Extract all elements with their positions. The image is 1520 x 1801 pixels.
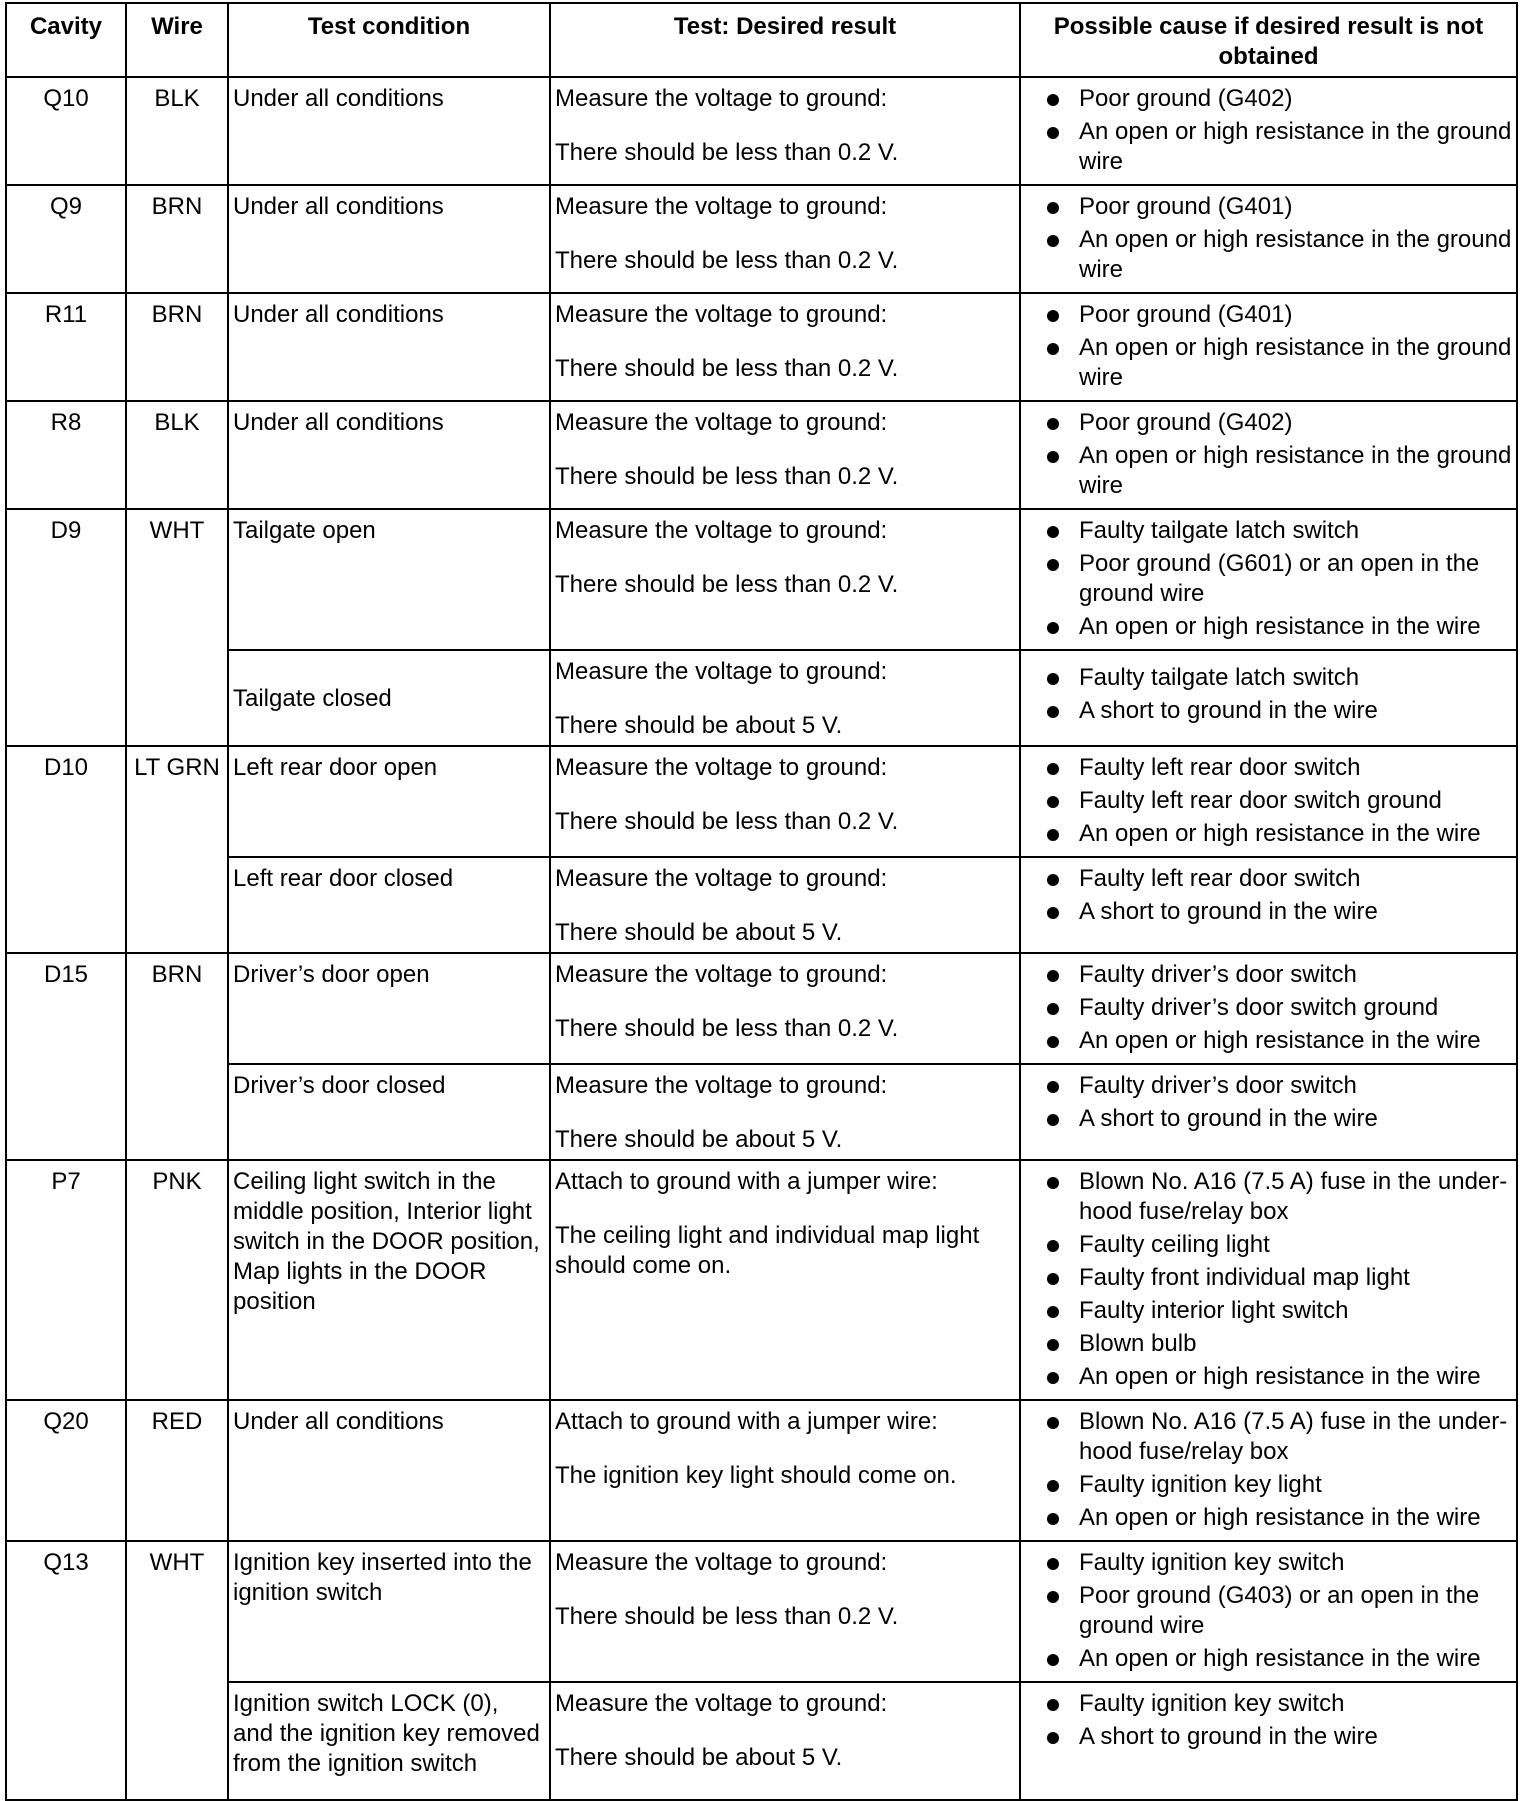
test-condition-cell: Tailgate open [228,509,550,650]
table-row [6,1400,1517,1541]
cause-list-item: A short to ground in the wire [1045,897,1512,927]
cause-list [1025,408,1512,501]
cause-list-item: Faulty left rear door switch [1045,864,1512,894]
cause-list [1025,864,1512,927]
table-row [6,509,1517,650]
possible-cause-cell [1020,1160,1517,1400]
wire-cell: BRN [126,953,228,1160]
test-condition-cell: Under all conditions [228,185,550,293]
table-row [6,746,1517,857]
table-header-row [6,3,1517,77]
cause-list [1025,960,1512,1056]
possible-cause-cell [1020,77,1517,185]
table-row [6,293,1517,401]
cause-list [1025,1689,1512,1752]
desired-result-cell [550,401,1020,509]
header-desired-result: Test: Desired result [550,3,1020,77]
possible-cause-cell [1020,185,1517,293]
result-instruction: Measure the voltage to ground: [555,961,888,988]
wire-cell: BRN [126,185,228,293]
possible-cause-cell [1020,857,1517,953]
table-row [6,1064,1517,1160]
result-expectation: There should be less than 0.2 V. [555,463,899,490]
cause-list-item: Faulty tailgate latch switch [1045,516,1512,546]
result-instruction: Measure the voltage to ground: [555,193,888,220]
table-row [6,185,1517,293]
test-condition-cell: Left rear door closed [228,857,550,953]
desired-result-cell [550,1400,1020,1541]
test-condition-cell: Under all conditions [228,1400,550,1541]
result-expectation: There should be about 5 V. [555,1744,843,1771]
desired-result-cell [550,1541,1020,1682]
desired-result-cell [550,509,1020,650]
cause-list-item: An open or high resistance in the wire [1045,1503,1512,1533]
cause-list-item: Blown bulb [1045,1329,1512,1359]
table-row [6,401,1517,509]
cause-list-item: An open or high resistance in the wire [1045,819,1512,849]
test-condition-cell: Ceiling light switch in the middle position, Interior light switch in the DOOR position, Map lights in the DOOR position [228,1160,550,1400]
possible-cause-cell [1020,953,1517,1064]
test-condition-cell: Ignition key inserted into the ignition switch [228,1541,550,1682]
possible-cause-cell [1020,746,1517,857]
cavity-cell: R8 [6,401,126,509]
cause-list [1025,84,1512,177]
header-wire: Wire [126,3,228,77]
cause-list-item: An open or high resistance in the ground wire [1045,441,1512,501]
cause-list-item: An open or high resistance in the ground wire [1045,225,1512,285]
table-row [6,953,1517,1064]
desired-result-cell [550,857,1020,953]
cause-list-item: An open or high resistance in the wire [1045,1644,1512,1674]
test-condition-cell: Driver’s door closed [228,1064,550,1160]
cavity-cell: Q10 [6,77,126,185]
desired-result-cell [550,650,1020,746]
desired-result-cell [550,293,1020,401]
desired-result-cell [550,746,1020,857]
result-instruction: Measure the voltage to ground: [555,301,888,328]
table-body [6,77,1517,1800]
test-condition-cell: Under all conditions [228,77,550,185]
result-expectation: There should be less than 0.2 V. [555,355,899,382]
result-instruction: Measure the voltage to ground: [555,658,888,685]
cause-list [1025,192,1512,285]
test-condition-cell: Left rear door open [228,746,550,857]
desired-result-cell [550,1064,1020,1160]
wire-cell: PNK [126,1160,228,1400]
desired-result-cell [550,1160,1020,1400]
result-expectation: There should be about 5 V. [555,919,843,946]
possible-cause-cell [1020,1064,1517,1160]
cause-list-item: An open or high resistance in the wire [1045,1362,1512,1392]
result-instruction: Measure the voltage to ground: [555,409,888,436]
header-possible-cause: Possible cause if desired result is not obtained [1020,3,1517,77]
possible-cause-cell [1020,1682,1517,1800]
result-expectation: There should be less than 0.2 V. [555,139,899,166]
result-expectation: There should be about 5 V. [555,712,843,739]
cause-list-item: Faulty driver’s door switch ground [1045,993,1512,1023]
cause-list-item: An open or high resistance in the ground wire [1045,117,1512,177]
result-instruction: Measure the voltage to ground: [555,754,888,781]
result-instruction: Measure the voltage to ground: [555,85,888,112]
cavity-cell: P7 [6,1160,126,1400]
cavity-cell: D9 [6,509,126,746]
wire-cell: WHT [126,509,228,746]
possible-cause-cell [1020,509,1517,650]
possible-cause-cell [1020,1400,1517,1541]
result-instruction: Measure the voltage to ground: [555,865,888,892]
cause-list-item: Poor ground (G403) or an open in the ground wire [1045,1581,1512,1641]
result-instruction: Measure the voltage to ground: [555,1072,888,1099]
header-test-condition: Test condition [228,3,550,77]
cause-list-item: A short to ground in the wire [1045,1722,1512,1752]
test-condition-cell: Ignition switch LOCK (0), and the ignition key removed from the ignition switch [228,1682,550,1800]
cause-list-item: Faulty left rear door switch ground [1045,786,1512,816]
cause-list-item: An open or high resistance in the wire [1045,612,1512,642]
table-row [6,1682,1517,1800]
result-expectation: The ignition key light should come on. [555,1462,957,1489]
result-instruction: Measure the voltage to ground: [555,1690,888,1717]
cause-list-item: Poor ground (G402) [1045,408,1512,438]
test-table-sheet [5,2,1516,1801]
cause-list-item: Faulty tailgate latch switch [1045,663,1512,693]
test-condition-cell: Driver’s door open [228,953,550,1064]
cause-list [1025,1167,1512,1392]
result-expectation: There should be less than 0.2 V. [555,571,899,598]
cause-list-item: Faulty driver’s door switch [1045,1071,1512,1101]
cause-list-item: Poor ground (G401) [1045,300,1512,330]
cavity-cell: D10 [6,746,126,953]
table-row [6,857,1517,953]
wire-cell: BLK [126,401,228,509]
cause-list-item: Poor ground (G401) [1045,192,1512,222]
cavity-cell: Q20 [6,1400,126,1541]
cause-list-item: Faulty left rear door switch [1045,753,1512,783]
cause-list-item: Faulty interior light switch [1045,1296,1512,1326]
possible-cause-cell [1020,293,1517,401]
result-expectation: There should be about 5 V. [555,1126,843,1153]
result-expectation: There should be less than 0.2 V. [555,247,899,274]
result-instruction: Measure the voltage to ground: [555,517,888,544]
cause-list-item: Faulty ceiling light [1045,1230,1512,1260]
cavity-cell: R11 [6,293,126,401]
cause-list [1025,1548,1512,1674]
header-cavity: Cavity [6,3,126,77]
wire-cell: BLK [126,77,228,185]
result-instruction: Attach to ground with a jumper wire: [555,1408,938,1435]
cause-list-item: Faulty ignition key switch [1045,1689,1512,1719]
wire-cell: WHT [126,1541,228,1800]
result-instruction: Measure the voltage to ground: [555,1549,888,1576]
cavity-cell: Q13 [6,1541,126,1800]
result-expectation: The ceiling light and individual map light should come on. [555,1222,980,1279]
cause-list-item: Poor ground (G601) or an open in the ground wire [1045,549,1512,609]
table-row [6,1541,1517,1682]
wire-cell: RED [126,1400,228,1541]
desired-result-cell [550,953,1020,1064]
connector-test-table [5,2,1518,1801]
desired-result-cell [550,77,1020,185]
possible-cause-cell [1020,650,1517,746]
cause-list [1025,1071,1512,1134]
cause-list [1025,516,1512,642]
cause-list-item: Faulty ignition key switch [1045,1548,1512,1578]
possible-cause-cell [1020,1541,1517,1682]
wire-cell: LT GRN [126,746,228,953]
cause-list-item: Blown No. A16 (7.5 A) fuse in the under-hood fuse/relay box [1045,1167,1512,1227]
cause-list [1025,1407,1512,1533]
test-condition-cell: Under all conditions [228,401,550,509]
desired-result-cell [550,1682,1020,1800]
table-row [6,650,1517,746]
cause-list-item: Poor ground (G402) [1045,84,1512,114]
cause-list-item: A short to ground in the wire [1045,1104,1512,1134]
test-condition-cell: Tailgate closed [228,650,550,746]
result-expectation: There should be less than 0.2 V. [555,1015,899,1042]
cause-list-item: Blown No. A16 (7.5 A) fuse in the under-hood fuse/relay box [1045,1407,1512,1467]
cavity-cell: Q9 [6,185,126,293]
cause-list-item: An open or high resistance in the wire [1045,1026,1512,1056]
result-expectation: There should be less than 0.2 V. [555,1603,899,1630]
table-row [6,77,1517,185]
wire-cell: BRN [126,293,228,401]
cause-list [1025,753,1512,849]
cause-list-item: Faulty driver’s door switch [1045,960,1512,990]
cause-list-item: A short to ground in the wire [1045,696,1512,726]
cause-list-item: Faulty front individual map light [1045,1263,1512,1293]
cause-list [1025,657,1512,726]
cause-list [1025,300,1512,393]
test-condition-cell: Under all conditions [228,293,550,401]
result-expectation: There should be less than 0.2 V. [555,808,899,835]
result-instruction: Attach to ground with a jumper wire: [555,1168,938,1195]
cause-list-item: An open or high resistance in the ground wire [1045,333,1512,393]
desired-result-cell [550,185,1020,293]
table-row [6,1160,1517,1400]
possible-cause-cell [1020,401,1517,509]
cavity-cell: D15 [6,953,126,1160]
cause-list-item: Faulty ignition key light [1045,1470,1512,1500]
